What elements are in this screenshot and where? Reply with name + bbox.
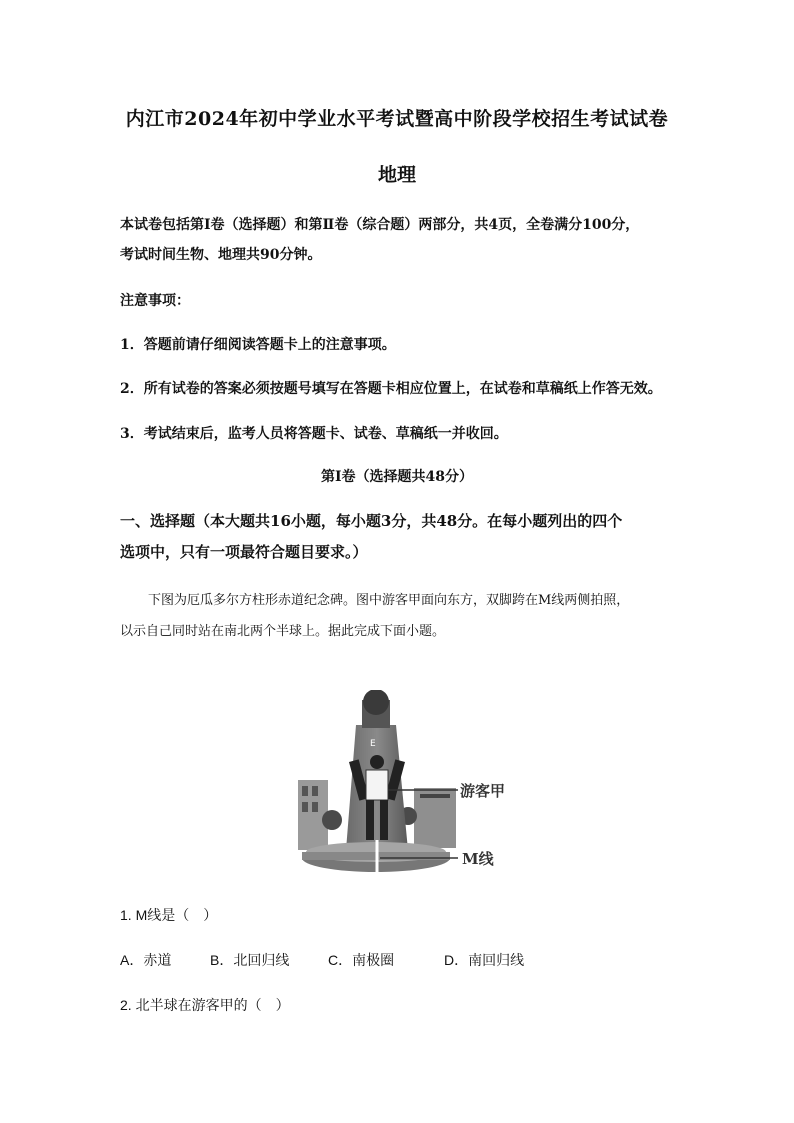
tourist-label: 游客甲 [460, 782, 506, 800]
note-2: 2．所有试卷的答案必须按题号填写在答题卡相应位置上，在试卷和草稿纸上作答无效。 [120, 381, 662, 397]
intro-line-2: 以示自己同时站在南北两个半球上。据此完成下面小题。 [120, 624, 446, 639]
question-1-option-c[interactable]: C．南极圈 [328, 952, 395, 968]
question-1-stem: 1. M线是（ ） [120, 907, 218, 923]
question-2-stem: 2. 北半球在游客甲的（ ） [120, 997, 290, 1013]
m-line-label: M线 [462, 850, 494, 868]
note-3: 3．考试结束后，监考人员将答题卡、试卷、草稿纸一并收回。 [120, 426, 508, 442]
monument-letter: E [370, 739, 376, 749]
part-one-heading-line-1: 一、选择题（本大题共16小题，每小题3分，共48分。在每小题列出的四个 [120, 512, 623, 530]
intro-line-1: 下图为厄瓜多尔方柱形赤道纪念碑。图中游客甲面向东方，双脚跨在M线两侧拍照， [148, 593, 630, 608]
question-1-option-a[interactable]: A．赤道 [120, 952, 172, 968]
note-1: 1．答题前请仔细阅读答题卡上的注意事项。 [120, 337, 396, 353]
part-one-heading-line-2: 选项中，只有一项最符合题目要求。） [120, 543, 368, 561]
subject-title: 地理 [377, 164, 416, 186]
notes-heading: 注意事项： [120, 293, 190, 309]
instructions-line-2: 考试时间生物、地理共90分钟。 [120, 247, 322, 263]
question-1-option-d[interactable]: D．南回归线 [444, 952, 525, 968]
exam-title: 内江市2024年初中学业水平考试暨高中阶段学校招生考试试卷 [125, 108, 669, 130]
equator-monument-figure [296, 690, 536, 880]
section-heading: 第Ⅰ卷（选择题共48分） [320, 469, 474, 485]
monument-photo [296, 690, 536, 880]
question-1-option-b[interactable]: B．北回归线 [210, 952, 290, 968]
instructions-line-1: 本试卷包括第Ⅰ卷（选择题）和第Ⅱ卷（综合题）两部分，共4页，全卷满分100分， [120, 217, 640, 233]
